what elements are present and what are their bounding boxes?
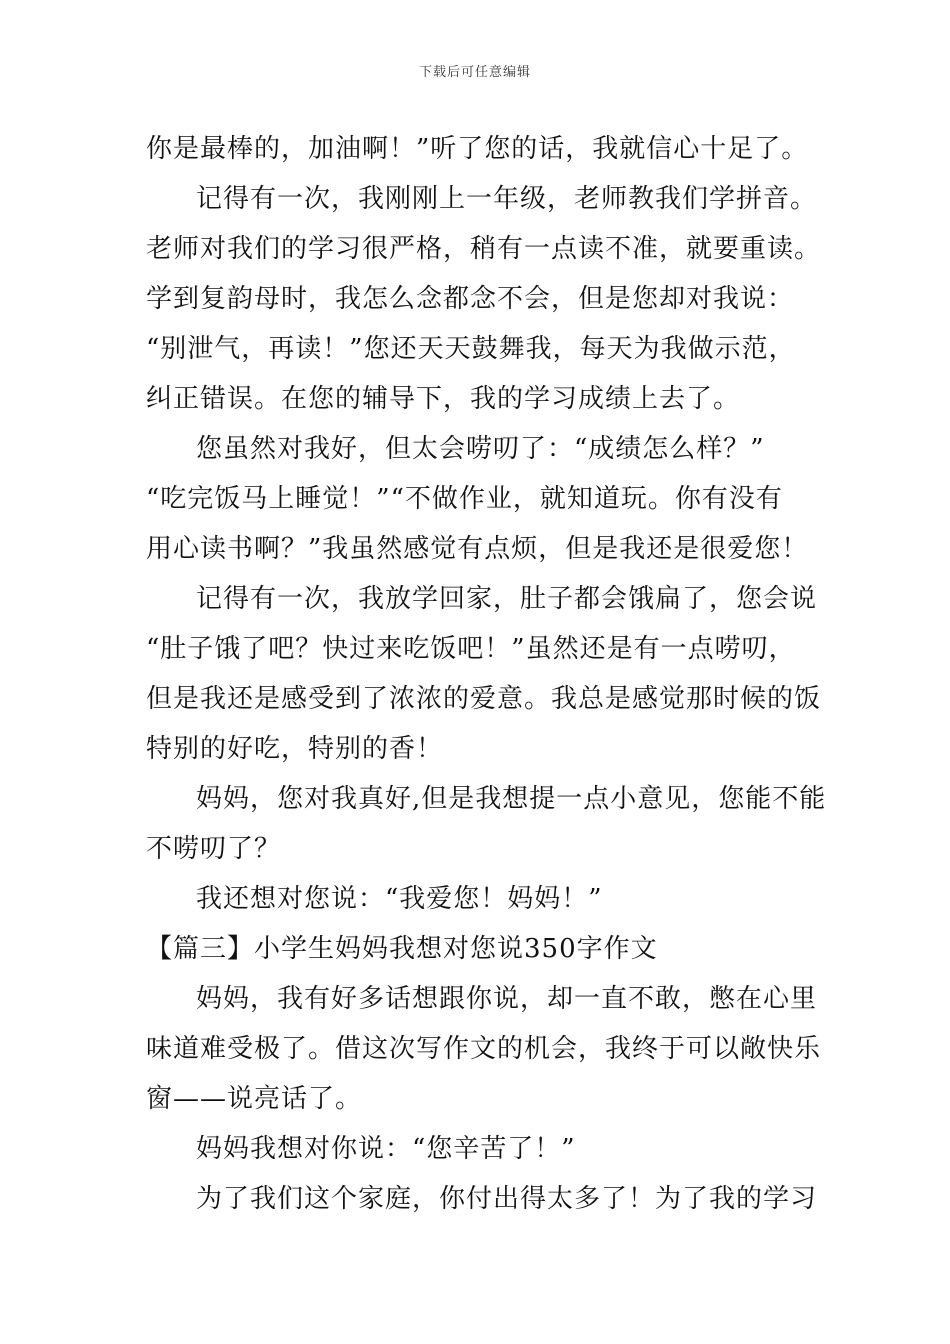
paragraph-line: 纠正错误。在您的辅导下，我的学习成绩上去了。: [146, 384, 741, 414]
paragraph-line: 妈妈，您对我真好,但是我想提一点小意见，您能不能: [196, 784, 827, 814]
section-heading: 【篇三】小学生妈妈我想对您说350字作文: [146, 934, 658, 964]
paragraph-line: 你是最棒的，加油啊！”听了您的话，我就信心十足了。: [146, 134, 809, 164]
paragraph-line: 您虽然对我好，但太会唠叨了：“成绩怎么样？”: [196, 434, 765, 464]
paragraph-line: 为了我们这个家庭，你付出得太多了！为了我的学习: [196, 1184, 818, 1214]
paragraph-line: 我还想对您说：“我爱您！妈妈！”: [196, 884, 603, 914]
paragraph-line: 老师对我们的学习很严格，稍有一点读不准，就要重读。: [146, 234, 822, 264]
paragraph-line: 记得有一次，我放学回家，肚子都会饿扁了，您会说: [196, 584, 818, 614]
paragraph-line: “吃完饭马上睡觉！”“不做作业，就知道玩。你有没有: [146, 484, 783, 514]
paragraph-line: 窗——说亮话了。: [146, 1084, 363, 1114]
paragraph-line: 但是我还是感受到了浓浓的爱意。我总是感觉那时候的饭: [146, 684, 822, 714]
paragraph-line: 用心读书啊？”我虽然感觉有点烦，但是我还是很爱您！: [146, 534, 809, 564]
paragraph-line: “别泄气，再读！”您还天天鼓舞我，每天为我做示范，: [146, 334, 796, 364]
paragraph-line: 特别的好吃，特别的香！: [146, 734, 444, 764]
paragraph-line: 不唠叨了？: [146, 834, 282, 864]
paragraph-line: 妈妈我想对你说：“您辛苦了！”: [196, 1134, 576, 1164]
paragraph-line: 记得有一次，我刚刚上一年级，老师教我们学拼音。: [196, 184, 818, 214]
paragraph-line: 味道难受极了。借这次写作文的机会，我终于可以敞快乐: [146, 1034, 822, 1064]
header-note: 下载后可任意编辑: [418, 65, 531, 80]
paragraph-line: 学到复韵母时，我怎么念都念不会，但是您却对我说：: [146, 284, 795, 314]
paragraph-line: “肚子饿了吧？快过来吃饭吧！”虽然还是有一点唠叨，: [146, 634, 796, 664]
paragraph-line: 妈妈，我有好多话想跟你说，却一直不敢，憋在心里: [196, 984, 818, 1014]
